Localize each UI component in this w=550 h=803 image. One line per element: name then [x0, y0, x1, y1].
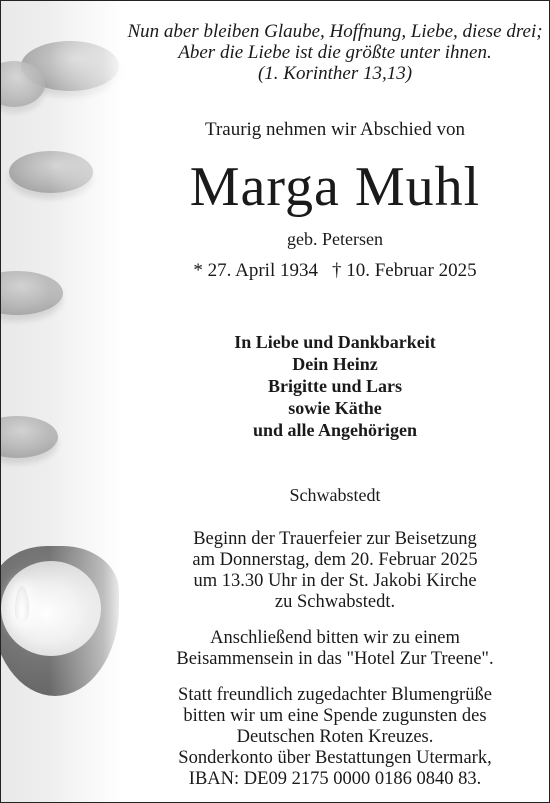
decorative-photo-strip	[1, 1, 121, 802]
donation-line: Statt freundlich zugedachter Blumengrüße	[178, 685, 492, 705]
funeral-line: Beginn der Trauerfeier zur Beisetzung	[193, 529, 477, 549]
maiden-name: geb. Petersen	[287, 229, 383, 249]
deceased-name: Marga Muhl	[189, 156, 481, 218]
verse-reference: (1. Korinther 13,13)	[257, 63, 413, 84]
funeral-details	[121, 529, 549, 613]
funeral-line: um 13.30 Uhr in der St. Jakobi Kirche	[193, 571, 477, 591]
birth-date: * 27. April 1934	[193, 260, 318, 281]
donation-line: Deutschen Roten Kreuzes.	[236, 727, 434, 747]
funeral-line: am Donnerstag, dem 20. Februar 2025	[192, 550, 478, 570]
notice-text-column	[121, 1, 549, 802]
mourners-line: sowie Käthe	[288, 398, 382, 418]
donation-iban: IBAN: DE09 2175 0000 0186 0840 83.	[188, 769, 482, 789]
life-dates	[121, 260, 549, 282]
gathering-line: Beisammensein in das "Hotel Zur Treene".	[176, 649, 494, 669]
funeral-line: zu Schwabstedt.	[274, 592, 396, 612]
intro-text: Traurig nehmen wir Abschied von	[205, 119, 465, 140]
mourners-line: In Liebe und Dankbarkeit	[234, 332, 436, 352]
gathering-line: Anschließend bitten wir zu einem	[210, 628, 460, 648]
donation-line: Sonderkonto über Bestattungen Utermark,	[178, 748, 492, 768]
mourners-list	[121, 331, 549, 441]
place-name: Schwabstedt	[289, 485, 381, 505]
verse-line: Nun aber bleiben Glaube, Hoffnung, Liebe, diese drei;	[127, 21, 543, 42]
bible-verse	[121, 21, 549, 84]
mourners-line: und alle Angehörigen	[252, 420, 418, 440]
mourners-line: Brigitte und Lars	[267, 376, 402, 396]
donation-line: bitten wir um eine Spende zugunsten des	[183, 706, 487, 726]
donation-details	[121, 685, 549, 790]
image-fade-overlay	[1, 1, 121, 802]
death-date: † 10. Februar 2025	[331, 260, 477, 281]
verse-line: Aber die Liebe ist die größte unter ihnen.	[178, 42, 492, 63]
gathering-details	[121, 628, 549, 670]
mourners-line: Dein Heinz	[292, 354, 378, 374]
